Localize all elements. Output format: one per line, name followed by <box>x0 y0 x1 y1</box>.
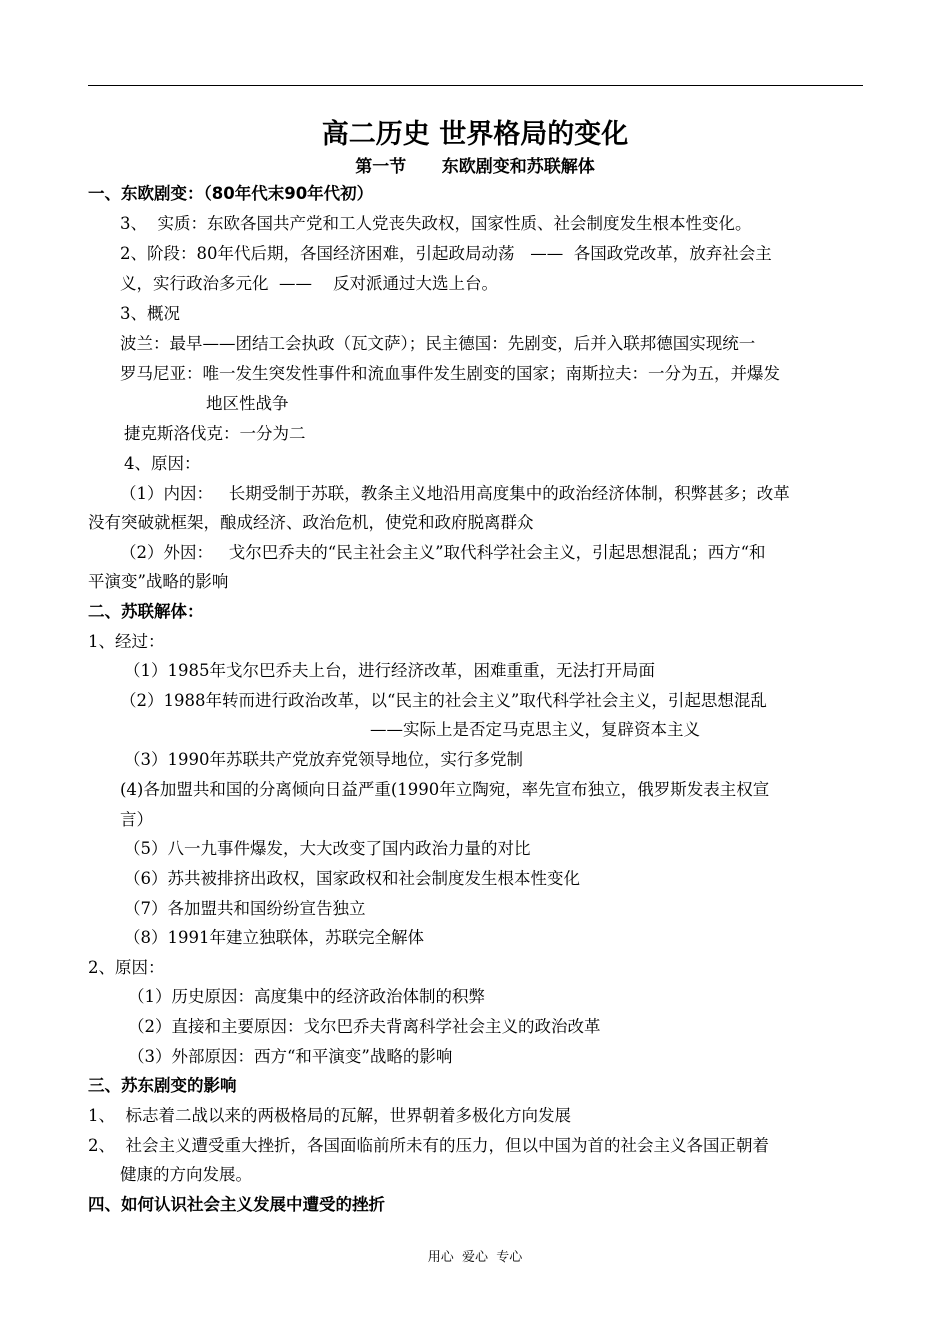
heading-4: 四、如何认识社会主义发展中遭受的挫折 <box>88 1195 385 1214</box>
text-line: 2、 社会主义遭受重大挫折，各国面临前所未有的压力，但以中国为首的社会主义各国正朝着 <box>88 1136 769 1155</box>
text-line: （1）历史原因：高度集中的经济政治体制的积弊 <box>128 987 485 1006</box>
text-line: （7）各加盟共和国纷纷宣告独立 <box>124 899 366 918</box>
text-line: 罗马尼亚：唯一发生突发性事件和流血事件发生剧变的国家；南斯拉夫：一分为五，并爆发 <box>120 364 780 383</box>
page-title: 高二历史 世界格局的变化 <box>321 119 629 150</box>
text-line: (4)各加盟共和国的分离倾向日益严重(1990年立陶宛，率先宣布独立，俄罗斯发表主权宣 <box>120 780 770 799</box>
text-line: 波兰：最早——团结工会执政（瓦文萨）；民主德国：先剧变，后并入联邦德国实现统一 <box>120 334 756 353</box>
text-line: （2）外因： 戈尔巴乔夫的“民主社会主义”取代科学社会主义，引起思想混乱；西方“和 <box>120 543 766 562</box>
text-line: 言） <box>120 810 153 829</box>
heading-1: 一、东欧剧变：（80年代末90年代初） <box>88 184 374 203</box>
text-line: （5）八一九事件爆发，大大改变了国内政治力量的对比 <box>124 839 531 858</box>
text-line: 4、原因： <box>124 454 201 473</box>
text-line: 1、经过： <box>88 632 165 651</box>
text-line: 1、 标志着二战以来的两极格局的瓦解，世界朝着多极化方向发展 <box>88 1106 571 1125</box>
text-line: 3、 实质：东欧各国共产党和工人党丧失政权，国家性质、社会制度发生根本性变化。 <box>120 214 752 233</box>
text-line: ——实际上是否定马克思主义，复辟资本主义 <box>370 720 700 739</box>
header-rule <box>88 85 863 86</box>
text-line: （2）1988年转而进行政治改革，以“民主的社会主义”取代科学社会主义，引起思想混乱 <box>120 691 767 710</box>
text-line: 地区性战争 <box>206 394 289 413</box>
text-line: （6）苏共被排挤出政权，国家政权和社会制度发生根本性变化 <box>124 869 580 888</box>
heading-3: 三、苏东剧变的影响 <box>88 1076 237 1095</box>
text-line: （1）1985年戈尔巴乔夫上台，进行经济改革，困难重重，无法打开局面 <box>124 661 655 680</box>
text-line: 平演变”战略的影响 <box>88 572 229 591</box>
text-line: （3）1990年苏联共产党放弃党领导地位，实行多党制 <box>124 750 523 769</box>
text-line: 捷克斯洛伐克：一分为二 <box>124 424 306 443</box>
text-line: （8）1991年建立独联体，苏联完全解体 <box>124 928 424 947</box>
text-line: 健康的方向发展。 <box>120 1165 252 1184</box>
text-line: （2）直接和主要原因：戈尔巴乔夫背离科学社会主义的政治改革 <box>128 1017 601 1036</box>
text-line: （1）内因： 长期受制于苏联，教条主义地沿用高度集中的政治经济体制，积弊甚多；改革 <box>120 484 790 503</box>
text-line: （3）外部原因：西方“和平演变”战略的影响 <box>128 1047 453 1066</box>
page-footer: 用心 爱心 专心 <box>427 1250 523 1265</box>
text-line: 义，实行政治多元化 —— 反对派通过大选上台。 <box>120 274 498 293</box>
text-line: 2、阶段：80年代后期，各国经济困难，引起政局动荡 —— 各国政党改革，放弃社会主 <box>120 244 772 263</box>
text-line: 3、概况 <box>120 304 180 323</box>
heading-2: 二、苏联解体： <box>88 602 204 621</box>
text-line: 没有突破就框架，酿成经济、政治危机，使党和政府脱离群众 <box>88 513 534 532</box>
text-line: 2、原因： <box>88 958 165 977</box>
section-subtitle: 第一节 东欧剧变和苏联解体 <box>355 157 595 177</box>
